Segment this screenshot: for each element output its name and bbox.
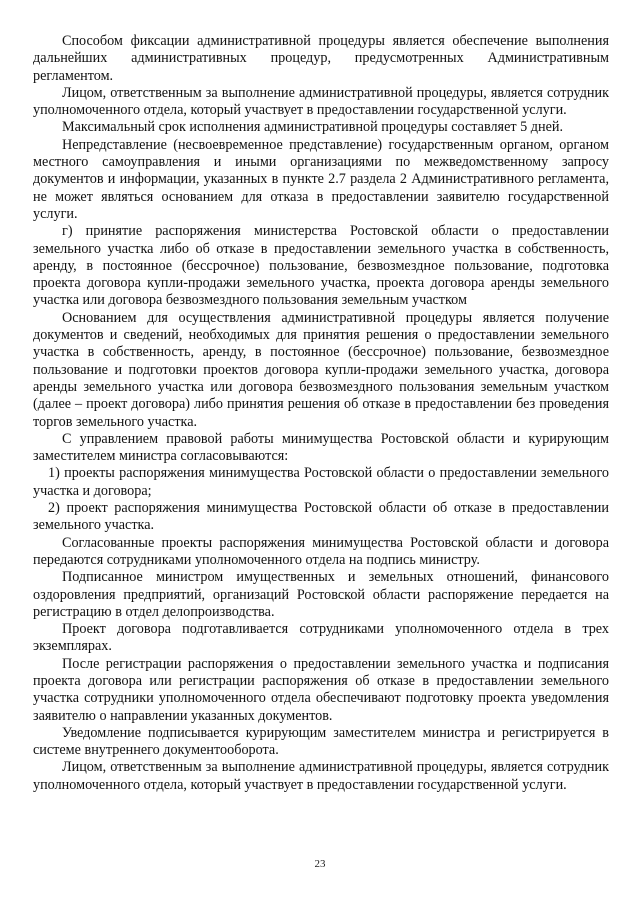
page-number: 23	[314, 858, 326, 870]
paragraph-responsible-person-final: Лицом, ответственным за выполнение административной процедуры, является сотрудник уполномоченного отдела, который участвует в предоставлении государственной услуги.	[33, 759, 609, 793]
paragraph-signing: Согласованные проекты распоряжения минимущества Ростовской области и договора передаются сотрудниками уполномоченного отдела на подпись министру.	[33, 534, 609, 568]
paragraph-notification: Уведомление подписывается курирующим заместителем министра и регистрируется в системе внутреннего документооборота.	[33, 724, 609, 759]
paragraph-non-submission: Непредставление (несвоевременное представление) государственным органом, органом местного самоуправления и иными организациями по межведомственному запросу документов и информации, указанных в пункте 2.7 раздела 2 Административного регламента, не может являться основанием для отказа в предоставлении заявителю государственной услуги.	[33, 136, 609, 222]
paragraph-contract-copies: Проект договора подготавливается сотрудниками уполномоченного отдела в трех экземплярах.	[33, 621, 609, 655]
paragraph-responsible-person: Лицом, ответственным за выполнение административной процедуры, является сотрудник уполномоченного отдела, который участвует в предоставлении государственной услуги.	[33, 84, 609, 119]
paragraph-basis: Основанием для осуществления административной процедуры является получение документов и сведений, необходимых для принятия решения о предоставлении земельного участка в собственность, аренду, в постоянное (бессрочное) пользование, безвозмездное пользование и подготовки проектов договора купли-продажи земельного участка, договора аренды земельного участка или договора безвозмездного пользования земельным участком (далее – проект договора) либо принятия решения об отказе в предоставлении без проведения торгов земельного участка.	[33, 309, 609, 430]
paragraph-max-term: Максимальный срок исполнения административной процедуры составляет 5 дней.	[62, 119, 564, 136]
paragraph-fixation-method: Способом фиксации административной процедуры является обеспечение выполнения дальнейших административных процедур, предусмотренных Административным регламентом.	[33, 33, 609, 84]
paragraph-registration: Подписанное министром имущественных и земельных отношений, финансового оздоровления предприятий, организаций Ростовской области распоряжение передается на регистрацию в отдел делопроизводства.	[33, 569, 609, 620]
paragraph-approval-intro: С управлением правовой работы минимущества Ростовской области и курирующим заместителем министра согласовываются:	[33, 430, 609, 465]
list-item-2: 2) проект распоряжения минимущества Ростовской области об отказе в предоставлении земельного участка.	[33, 500, 609, 534]
paragraph-after-registration: После регистрации распоряжения о предоставлении земельного участка и подписания проекта договора или регистрации распоряжения об отказе в предоставлении земельного участка сотрудники уполномоченного отдела обеспечивают подготовку проекта уведомления заявителю о направлении указанных документов.	[33, 655, 609, 724]
list-item-1: 1) проекты распоряжения минимущества Ростовской области о предоставлении земельного участка и договора;	[33, 465, 609, 499]
document-page	[33, 33, 609, 794]
paragraph-item-g: г) принятие распоряжения министерства Ростовской области о предоставлении земельного участка либо об отказе в предоставлении земельного участка в собственность, аренду, в постоянное (бессрочное) пользование, безвозмездное пользование, подготовка проекта договора купли-продажи земельного участка, проекта договора аренды земельного участка или договора безвозмездного пользования земельным участком	[33, 223, 609, 309]
